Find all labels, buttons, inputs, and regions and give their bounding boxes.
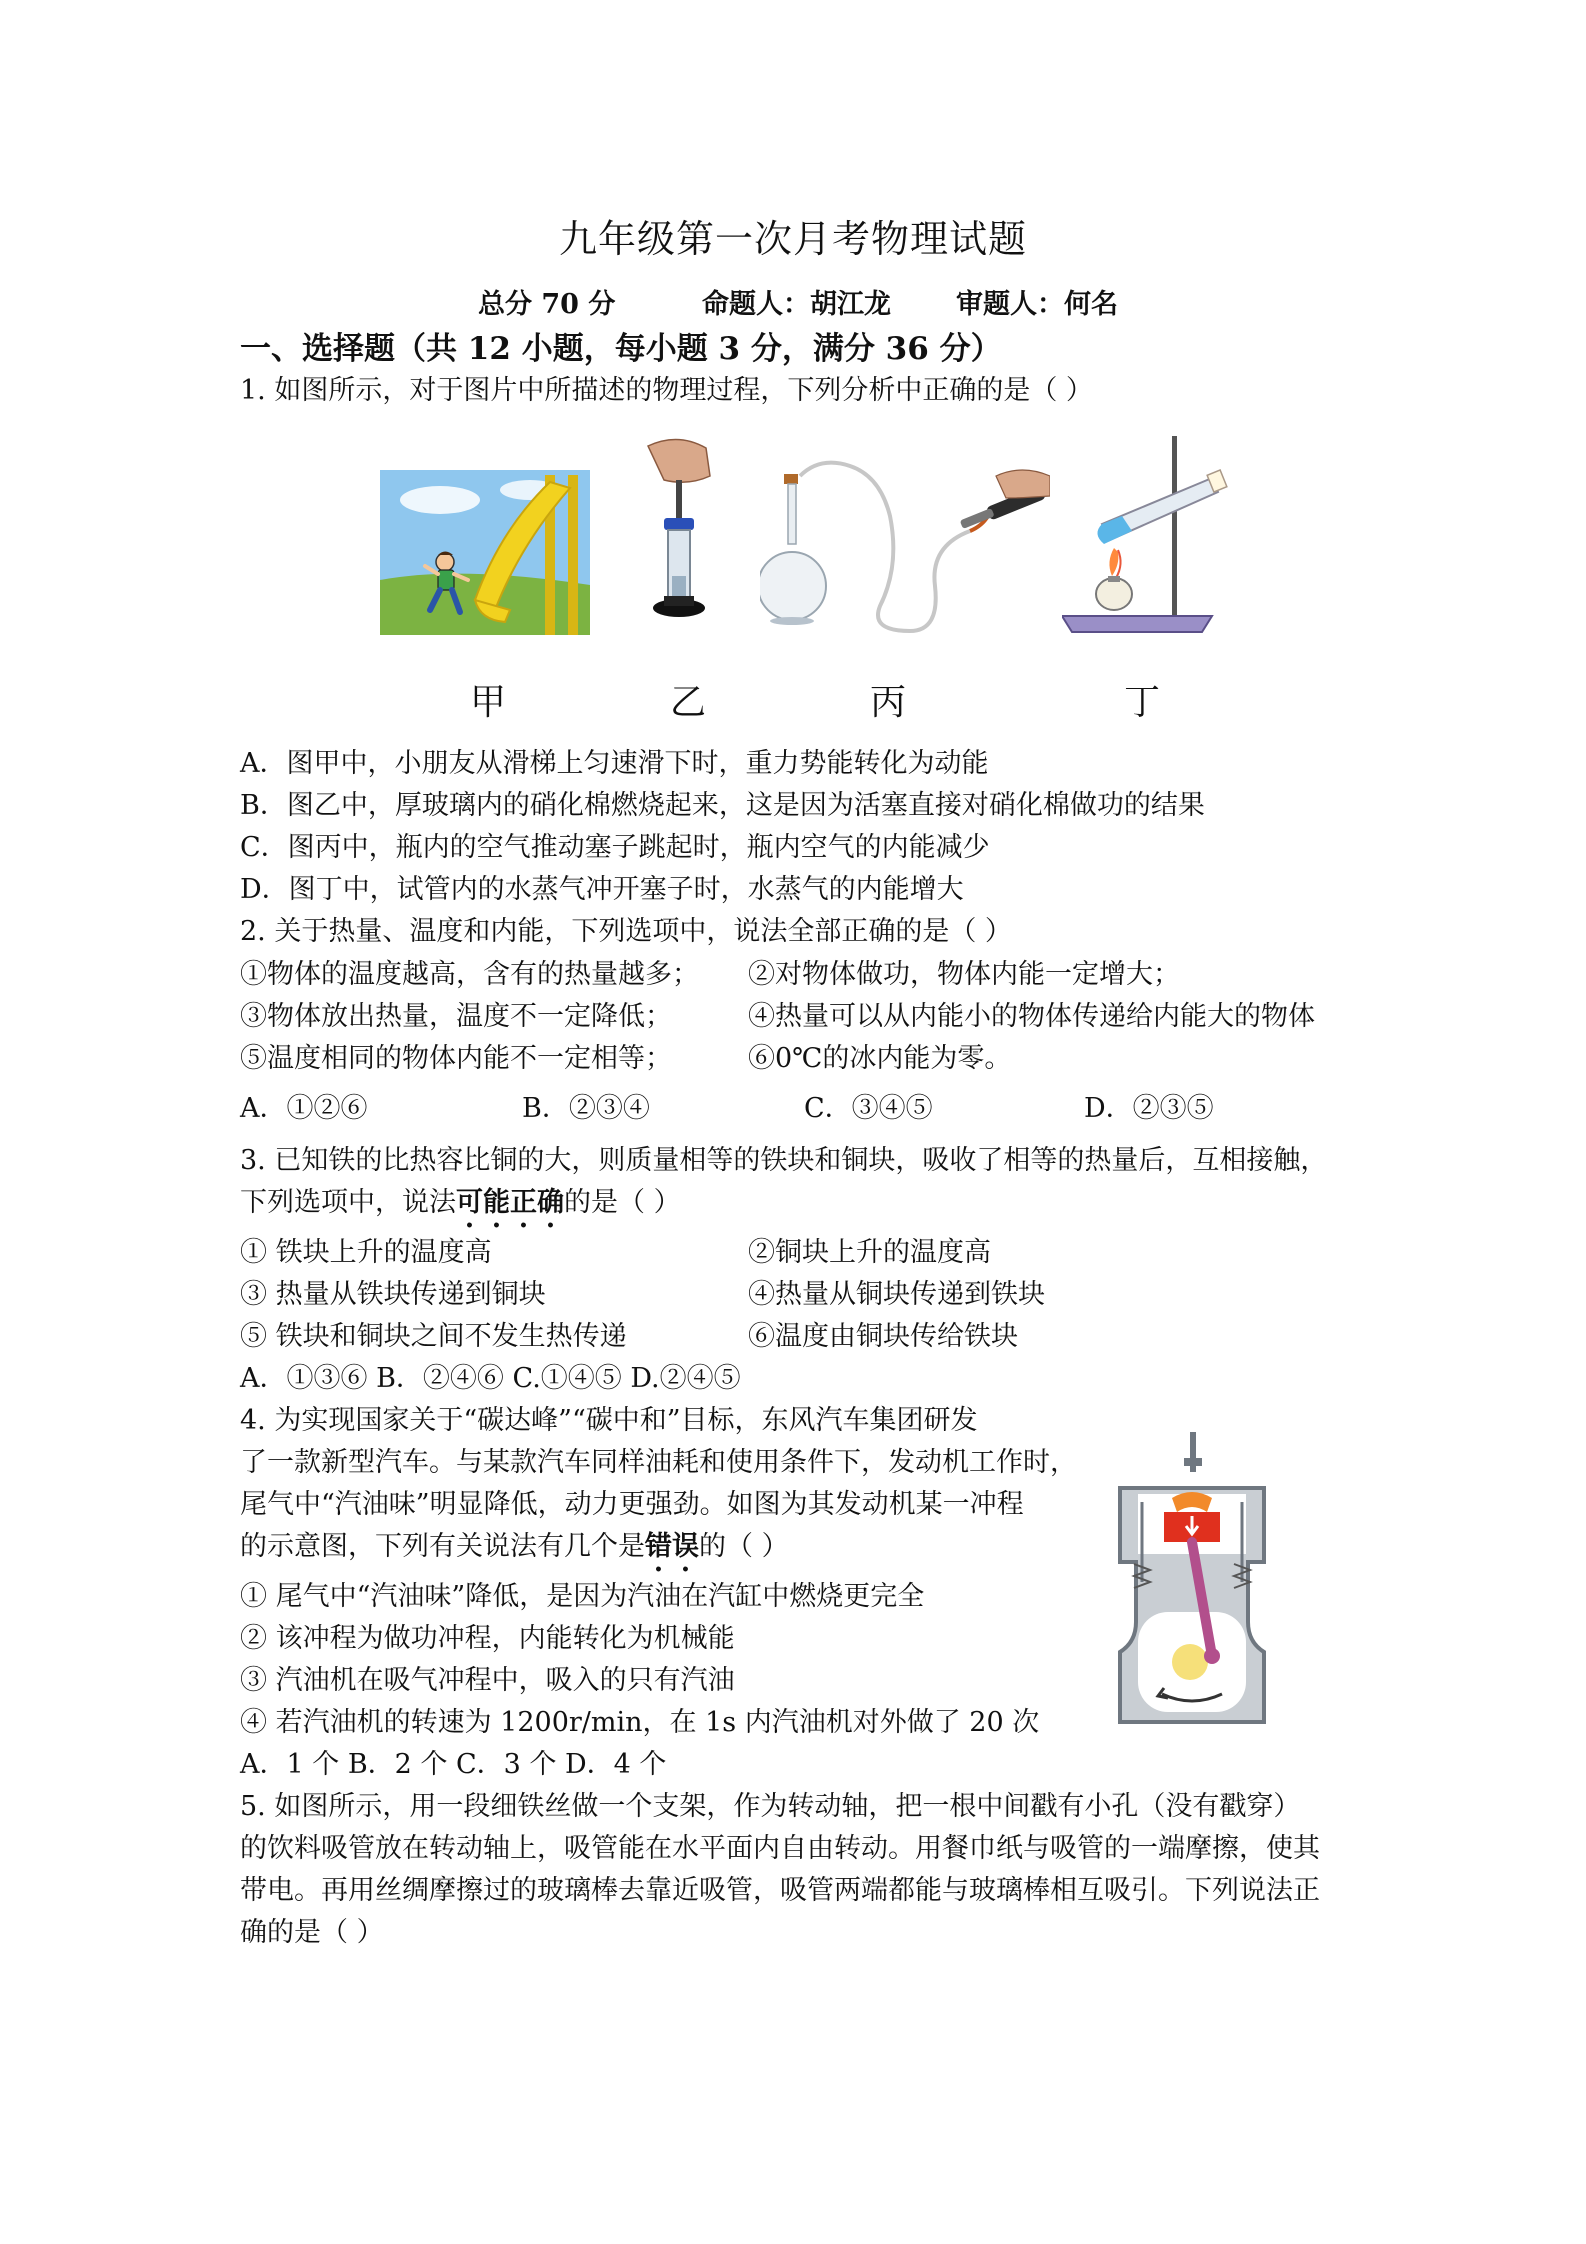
engine-cylinder-illustration bbox=[1112, 1432, 1272, 1732]
q3-item-1: ① 铁块上升的温度高 bbox=[240, 1237, 492, 1268]
q5-stem-line3: 带电。再用丝绸摩擦过的玻璃棒去靠近吸管，吸管两端都能与玻璃棒相互吸引。下列说法正 bbox=[240, 1875, 1320, 1906]
q2-option-d: D．②③⑤ bbox=[1084, 1093, 1214, 1124]
q2-option-c: C．③④⑤ bbox=[804, 1093, 933, 1124]
test-tube-stand-illustration bbox=[1062, 436, 1232, 636]
q5-stem-line1: 5. 如图所示，用一段细铁丝做一个支架，作为转动轴，把一根中间戳有小孔（没有戳穿） bbox=[240, 1791, 1301, 1822]
q1-option-b: B．图乙中，厚玻璃内的硝化棉燃烧起来，这是因为活塞直接对硝化棉做功的结果 bbox=[240, 790, 1205, 821]
compression-cylinder-illustration bbox=[628, 436, 728, 636]
q5-stem-line4: 确的是（ ） bbox=[240, 1917, 384, 1948]
q1-stem: 1. 如图所示，对于图片中所描述的物理过程，下列分析中正确的是（ ） bbox=[240, 375, 1093, 406]
q2-option-b: B．②③④ bbox=[522, 1093, 650, 1124]
question-setter: 命题人：胡江龙 bbox=[702, 289, 891, 320]
q3-item-3: ③ 热量从铁块传递到铜块 bbox=[240, 1279, 546, 1310]
q2-option-a: A．①②⑥ bbox=[240, 1093, 368, 1124]
q4-stem-line1: 4. 为实现国家关于“碳达峰”“碳中和”目标，东风汽车集团研发 bbox=[240, 1405, 978, 1436]
q5-stem-line2: 的饮料吸管放在转动轴上，吸管能在水平面内自由转动。用餐巾纸与吸管的一端摩擦，使其 bbox=[240, 1833, 1320, 1864]
q3-stem-line1: 3. 已知铁的比热容比铜的大，则质量相等的铁块和铜块，吸收了相等的热量后，互相接触， bbox=[240, 1145, 1328, 1176]
q3-item-5: ⑤ 铁块和铜块之间不发生热传递 bbox=[240, 1321, 627, 1352]
q4-item-1: ① 尾气中“汽油味”降低，是因为汽油在汽缸中燃烧更完全 bbox=[240, 1581, 925, 1612]
q3-emphasis: 可能正确 bbox=[456, 1187, 564, 1218]
q1-option-c: C．图丙中，瓶内的空气推动塞子跳起时，瓶内空气的内能减少 bbox=[240, 832, 990, 863]
q1-option-a: A．图甲中，小朋友从滑梯上匀速滑下时，重力势能转化为动能 bbox=[240, 748, 989, 779]
q3-options: A．①③⑥ B．②④⑥ C.①④⑤ D.②④⑤ bbox=[240, 1363, 741, 1394]
q2-item-2: ②对物体做功，物体内能一定增大； bbox=[748, 959, 1180, 990]
section-heading: 一、选择题（共 12 小题，每小题 3 分，满分 36 分） bbox=[240, 331, 1002, 367]
total-score: 总分 70 分 bbox=[478, 289, 616, 320]
figure-label-ding: 丁 bbox=[1124, 682, 1161, 723]
reviewer: 审题人：何名 bbox=[956, 289, 1118, 320]
q4-stem-line3: 尾气中“汽油味”明显降低，动力更强劲。如图为其发动机某一冲程 bbox=[240, 1489, 1024, 1520]
q3-item-2: ②铜块上升的温度高 bbox=[748, 1237, 991, 1268]
q2-item-6: ⑥0℃的冰内能为零。 bbox=[748, 1043, 1012, 1074]
q2-item-4: ④热量可以从内能小的物体传递给内能大的物体 bbox=[748, 1001, 1315, 1032]
q2-stem: 2. 关于热量、温度和内能，下列选项中，说法全部正确的是（ ） bbox=[240, 916, 1012, 947]
q4-options: A．1 个 B．2 个 C．3 个 D．4 个 bbox=[240, 1749, 667, 1780]
flask-and-heat-gun-illustration bbox=[760, 436, 1050, 646]
figure-label-bing: 丙 bbox=[870, 682, 907, 723]
q4-stem-line4: 的示意图，下列有关说法有几个是错误的（ ） bbox=[240, 1531, 789, 1562]
q3-item-6: ⑥温度由铜块传给铁块 bbox=[748, 1321, 1018, 1352]
figure-label-yi: 乙 bbox=[670, 682, 707, 723]
q3-stem-line2: 下列选项中，说法可能正确的是（ ） bbox=[240, 1187, 681, 1218]
q4-item-4: ④ 若汽油机的转速为 1200r/min，在 1s 内汽油机对外做了 20 次 bbox=[240, 1707, 1040, 1738]
q4-emphasis: 错误 bbox=[645, 1531, 699, 1562]
q4-item-3: ③ 汽油机在吸气冲程中，吸入的只有汽油 bbox=[240, 1665, 735, 1696]
q2-item-1: ①物体的温度越高，含有的热量越多； bbox=[240, 959, 699, 990]
q2-item-5: ⑤温度相同的物体内能不一定相等； bbox=[240, 1043, 672, 1074]
slide-illustration bbox=[380, 470, 590, 635]
figure-label-jia: 甲 bbox=[470, 682, 507, 723]
q4-stem-line2: 了一款新型汽车。与某款汽车同样油耗和使用条件下，发动机工作时， bbox=[240, 1447, 1077, 1478]
q2-item-3: ③物体放出热量，温度不一定降低； bbox=[240, 1001, 672, 1032]
page-title: 九年级第一次月考物理试题 bbox=[558, 217, 1027, 261]
q3-item-4: ④热量从铜块传递到铁块 bbox=[748, 1279, 1045, 1310]
q4-item-2: ② 该冲程为做功冲程，内能转化为机械能 bbox=[240, 1623, 735, 1654]
q1-option-d: D．图丁中，试管内的水蒸气冲开塞子时，水蒸气的内能增大 bbox=[240, 874, 964, 905]
